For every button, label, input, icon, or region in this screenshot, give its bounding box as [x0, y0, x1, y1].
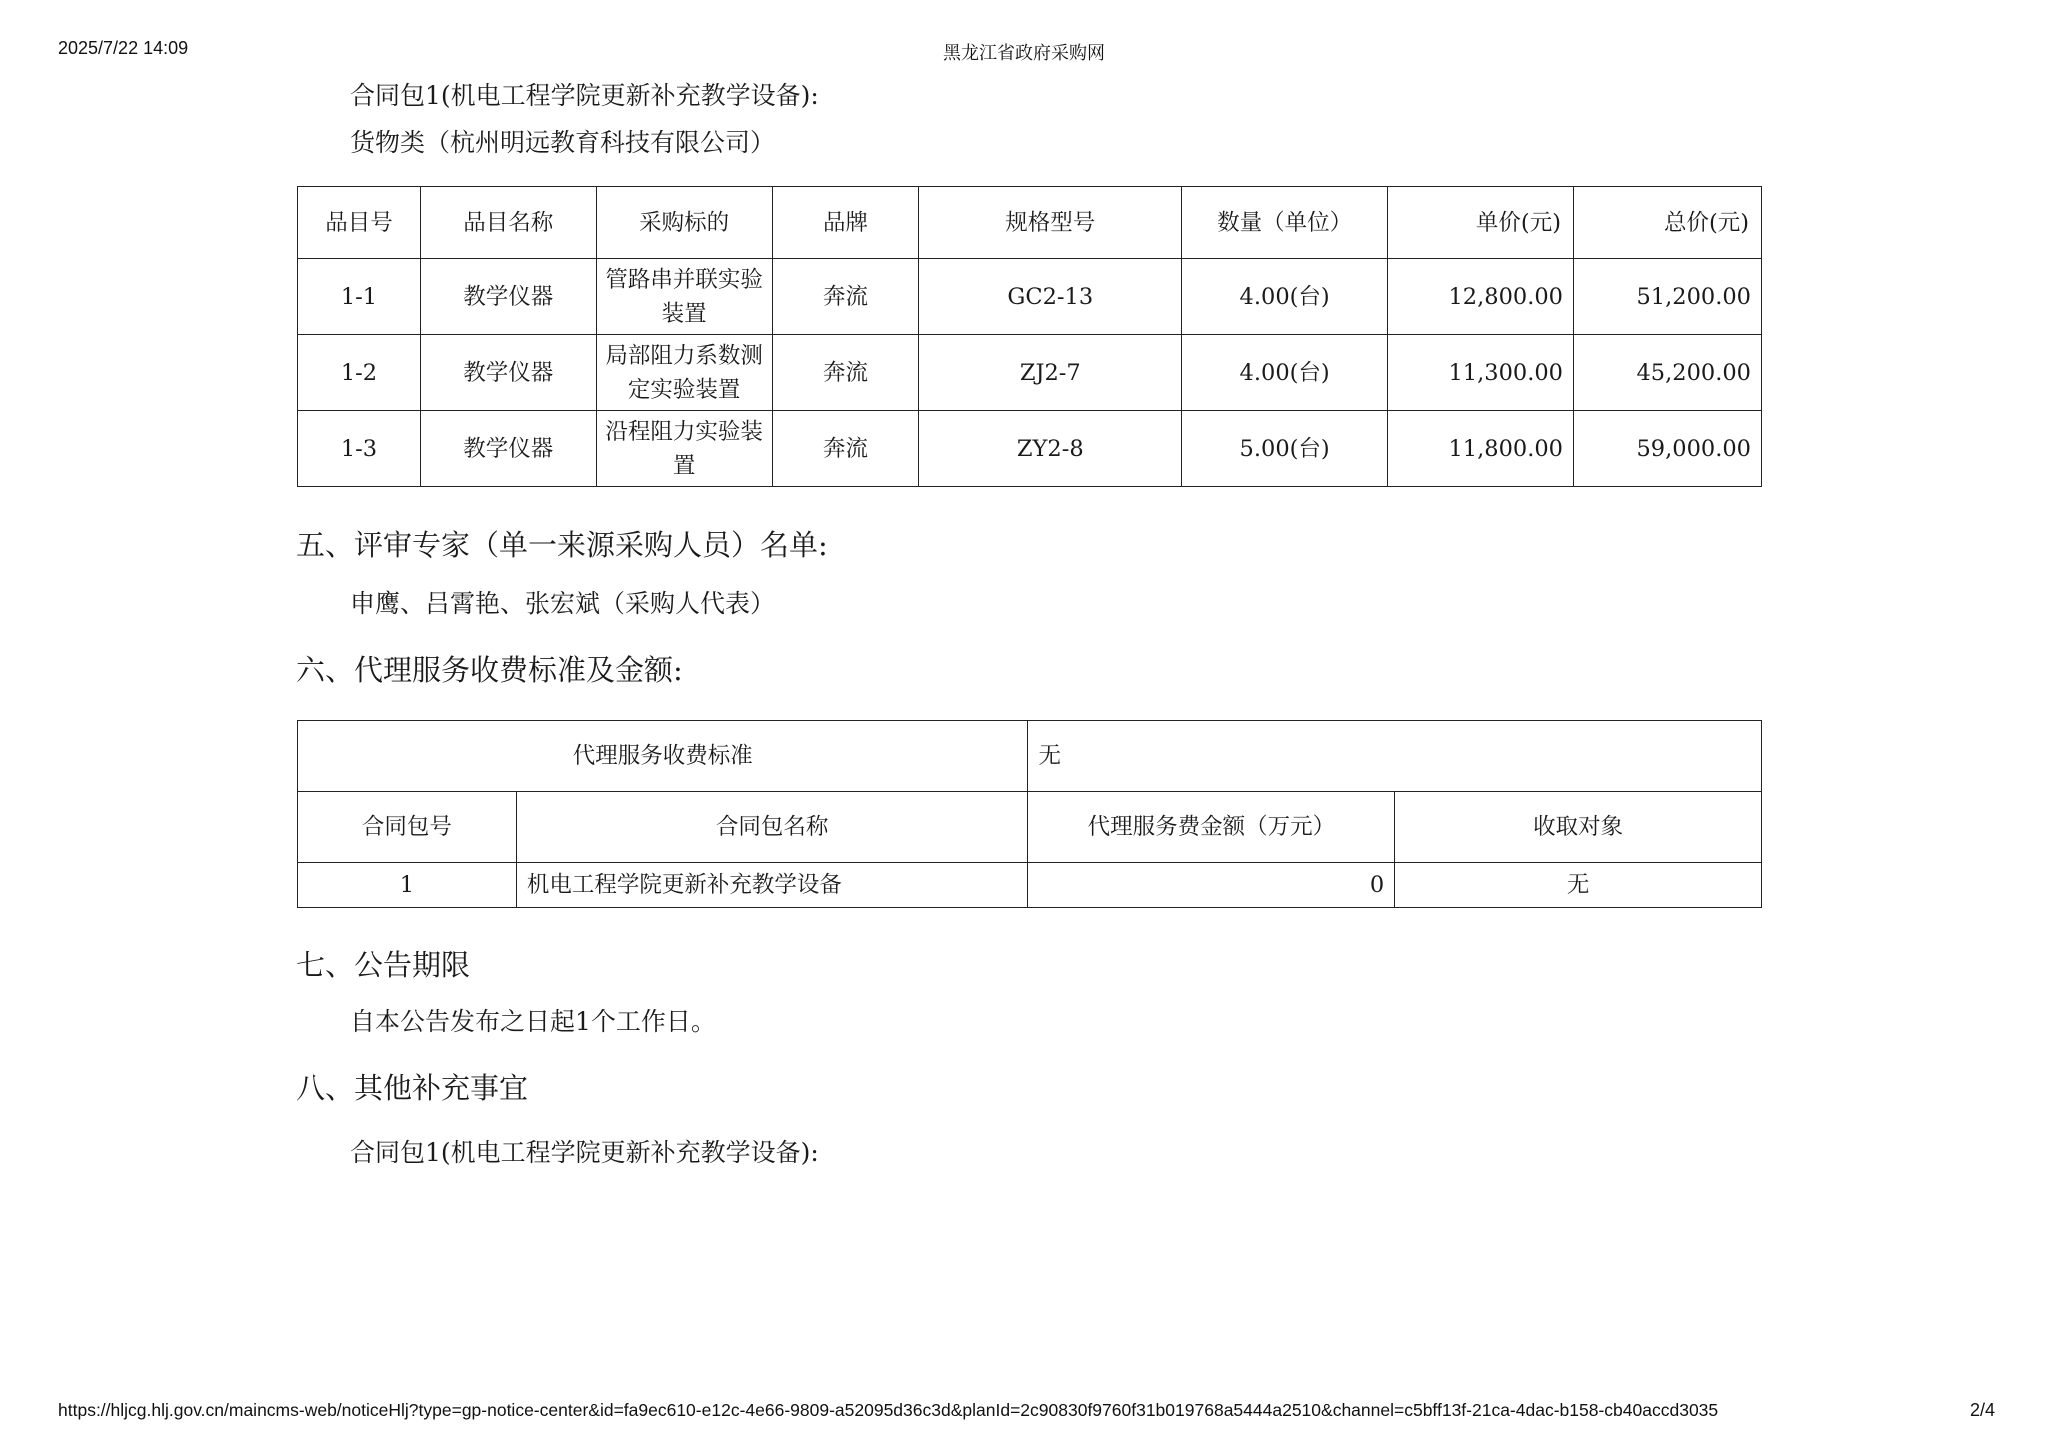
cell-target: 局部阻力系数测定实验装置: [596, 335, 772, 411]
fee-table: [297, 720, 1762, 908]
cell-unit-price: 12,800.00: [1388, 259, 1574, 335]
col-header-unit-price: 单价(元): [1388, 187, 1574, 259]
cell-total: 51,200.00: [1573, 259, 1761, 335]
col-header-brand: 品牌: [772, 187, 919, 259]
cell-brand: 奔流: [772, 411, 919, 487]
items-table: [297, 186, 1762, 487]
goods-supplier-line: 货物类（杭州明远教育科技有限公司）: [350, 128, 776, 157]
site-title: 黑龙江省政府采购网: [943, 43, 1105, 63]
table-row: [298, 335, 1762, 411]
table-row: [298, 863, 1762, 908]
col-header-package-name: 合同包名称: [516, 792, 1028, 863]
cell-target: 沿程阻力实验装置: [596, 411, 772, 487]
cell-name: 教学仪器: [420, 335, 596, 411]
items-table-header: [298, 187, 1762, 259]
section8-heading: 八、其他补充事宜: [296, 1071, 529, 1105]
cell-fee-amount: 0: [1028, 863, 1395, 908]
cell-code: 1-2: [298, 335, 421, 411]
col-header-model: 规格型号: [919, 187, 1182, 259]
col-header-total: 总价(元): [1573, 187, 1761, 259]
cell-total: 45,200.00: [1573, 335, 1761, 411]
table-row: [298, 411, 1762, 487]
cell-brand: 奔流: [772, 259, 919, 335]
cell-model: ZY2-8: [919, 411, 1182, 487]
print-datetime: 2025/7/22 14:09: [58, 38, 189, 58]
col-header-fee-amount: 代理服务费金额（万元）: [1028, 792, 1395, 863]
cell-qty: 4.00(台): [1182, 335, 1388, 411]
page-url: https://hljcg.hlj.gov.cn/maincms-web/noticeHlj?type=gp-notice-center&id=fa9ec610-e12c-4e66-9809-a52095d36c3d&planId=2c90830f9760f31b019768a5444a2510&channel=c5bff13f-21ca-4dac-b158-cb40accd3035: [58, 1400, 1719, 1420]
section5-content: 申鹰、吕霄艳、张宏斌（采购人代表）: [350, 589, 776, 618]
cell-model: ZJ2-7: [919, 335, 1182, 411]
section6-heading: 六、代理服务收费标准及金额:: [296, 653, 683, 687]
fee-table-header: [298, 792, 1762, 863]
col-header-code: 品目号: [298, 187, 421, 259]
col-header-package-no: 合同包号: [298, 792, 517, 863]
cell-target: 管路串并联实验装置: [596, 259, 772, 335]
fee-standard-row: [298, 721, 1762, 792]
package-title: 合同包1(机电工程学院更新补充教学设备):: [350, 81, 819, 110]
cell-code: 1-1: [298, 259, 421, 335]
fee-standard-label: 代理服务收费标准: [298, 721, 1028, 792]
cell-charge-target: 无: [1395, 863, 1762, 908]
section7-heading: 七、公告期限: [296, 948, 471, 982]
col-header-name: 品目名称: [420, 187, 596, 259]
cell-name: 教学仪器: [420, 259, 596, 335]
cell-model: GC2-13: [919, 259, 1182, 335]
table-row: [298, 259, 1762, 335]
cell-name: 教学仪器: [420, 411, 596, 487]
cell-qty: 5.00(台): [1182, 411, 1388, 487]
cell-unit-price: 11,300.00: [1388, 335, 1574, 411]
section5-heading: 五、评审专家（单一来源采购人员）名单:: [296, 528, 828, 562]
section7-content: 自本公告发布之日起1个工作日。: [350, 1007, 716, 1036]
cell-unit-price: 11,800.00: [1388, 411, 1574, 487]
cell-package-no: 1: [298, 863, 517, 908]
col-header-qty: 数量（单位）: [1182, 187, 1388, 259]
col-header-target: 采购标的: [596, 187, 772, 259]
cell-brand: 奔流: [772, 335, 919, 411]
section8-content: 合同包1(机电工程学院更新补充教学设备):: [350, 1138, 819, 1167]
page-number: 2/4: [1970, 1400, 1996, 1420]
cell-qty: 4.00(台): [1182, 259, 1388, 335]
cell-total: 59,000.00: [1573, 411, 1761, 487]
col-header-charge-target: 收取对象: [1395, 792, 1762, 863]
cell-code: 1-3: [298, 411, 421, 487]
fee-standard-value: 无: [1028, 721, 1762, 792]
cell-package-name: 机电工程学院更新补充教学设备: [516, 863, 1028, 908]
